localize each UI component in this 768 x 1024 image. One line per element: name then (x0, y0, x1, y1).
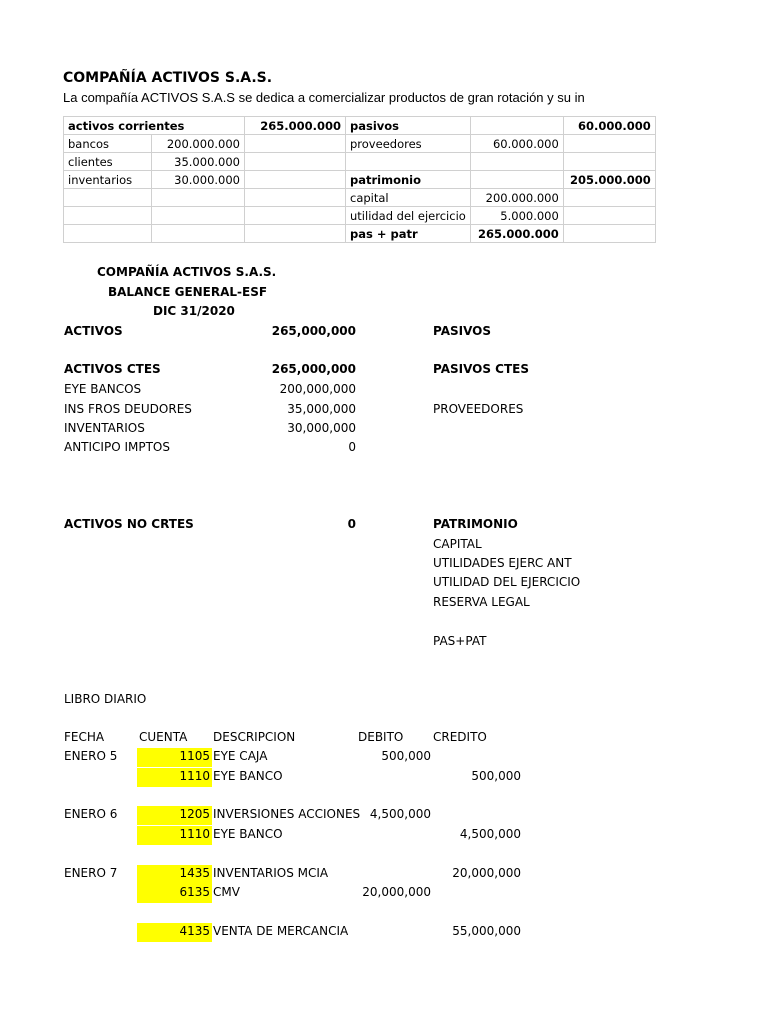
grid-cell[interactable]: proveedores (346, 135, 471, 153)
entry-debito: 4,500,000 (369, 807, 431, 821)
grid-row (64, 225, 656, 243)
grid-cell[interactable]: pas + patr (346, 225, 471, 243)
diario-col-descripcion: DESCRIPCION (213, 730, 296, 744)
entry-descripcion: EYE BANCO (213, 827, 283, 841)
balance-left-value: 0 (348, 440, 356, 454)
entry-descripcion: VENTA DE MERCANCIA (213, 924, 349, 938)
entry-descripcion: CMV (213, 885, 240, 899)
grid-cell[interactable] (64, 189, 152, 207)
balance-left-value: 35,000,000 (287, 402, 356, 416)
grid-cell[interactable] (563, 153, 655, 171)
grid-row (64, 135, 656, 153)
balance-left-label: INS FROS DEUDORES (64, 402, 192, 416)
balance-right-label: PAS+PAT (433, 634, 487, 648)
grid-cell[interactable] (245, 171, 346, 189)
balance-left-value: 0 (347, 517, 356, 531)
grid-cell[interactable] (152, 189, 245, 207)
entry-fecha: ENERO 7 (64, 866, 118, 880)
grid-cell[interactable] (563, 225, 655, 243)
page-title: COMPAÑÍA ACTIVOS S.A.S. (63, 70, 273, 86)
entry-debito: 500,000 (381, 749, 431, 763)
balance-left-label: ACTIVOS (64, 324, 123, 338)
grid-cell[interactable]: 30.000.000 (152, 171, 245, 189)
grid-cell[interactable] (563, 207, 655, 225)
entry-descripcion: EYE CAJA (213, 749, 268, 763)
entry-descripcion: INVERSIONES ACCIONES (213, 807, 361, 821)
balance-right-label: CAPITAL (433, 537, 482, 551)
entry-fecha: ENERO 6 (64, 807, 118, 821)
entry-descripcion: EYE BANCO (213, 769, 283, 783)
entry-descripcion: INVENTARIOS MCIA (213, 866, 329, 880)
grid-cell[interactable]: 60.000.000 (470, 135, 563, 153)
balance-left-label: ACTIVOS CTES (64, 362, 161, 376)
entry-cuenta: 1110 (179, 769, 210, 783)
grid-cell[interactable]: clientes (64, 153, 152, 171)
entry-credito: 20,000,000 (452, 866, 521, 880)
balance-right-label: PATRIMONIO (433, 517, 518, 531)
grid-cell[interactable] (64, 207, 152, 225)
intro-text: La compañía ACTIVOS S.A.S se dedica a comercializar productos de gran rotación y su in (63, 90, 585, 105)
grid-cell[interactable]: 265.000.000 (470, 225, 563, 243)
balance-heading-date: DIC 31/2020 (153, 304, 235, 318)
balance-left-label: INVENTARIOS (64, 421, 145, 435)
grid-cell[interactable]: activos corrientes (64, 117, 245, 135)
grid-cell[interactable]: capital (346, 189, 471, 207)
balance-left-value: 265,000,000 (271, 324, 356, 338)
balance-left-label: EYE BANCOS (64, 382, 142, 396)
entry-cuenta: 6135 (179, 885, 210, 899)
balance-left-value: 30,000,000 (287, 421, 356, 435)
entry-cuenta: 1435 (179, 866, 210, 880)
balance-left-label: ANTICIPO IMPTOS (64, 440, 170, 454)
grid-cell[interactable] (245, 225, 346, 243)
grid-cell[interactable]: patrimonio (346, 171, 471, 189)
entry-cuenta: 4135 (179, 924, 210, 938)
balance-right-label: PASIVOS CTES (433, 362, 530, 376)
balance-right-label: UTILIDAD DEL EJERCICIO (433, 575, 581, 589)
balance-left-value: 265,000,000 (271, 362, 356, 376)
grid-row (64, 207, 656, 225)
grid-cell[interactable]: 205.000.000 (563, 171, 655, 189)
grid-cell[interactable]: 60.000.000 (563, 117, 655, 135)
entry-cuenta: 1205 (179, 807, 210, 821)
diario-col-cuenta: CUENTA (139, 730, 188, 744)
grid-cell[interactable] (563, 189, 655, 207)
balance-right-label: RESERVA LEGAL (433, 595, 530, 609)
balance-left-value: 200,000,000 (279, 382, 356, 396)
grid-row (64, 189, 656, 207)
balance-right-label: UTILIDADES EJERC ANT (433, 556, 572, 570)
diario-title: LIBRO DIARIO (64, 692, 147, 706)
grid-cell[interactable] (245, 207, 346, 225)
grid-cell[interactable] (245, 189, 346, 207)
grid-cell[interactable]: 200.000.000 (152, 135, 245, 153)
entry-credito: 55,000,000 (452, 924, 521, 938)
balance-right-label: PASIVOS (433, 324, 492, 338)
grid-cell[interactable] (152, 225, 245, 243)
grid-cell[interactable]: bancos (64, 135, 152, 153)
balance-right-label: PROVEEDORES (433, 402, 524, 416)
summary-grid (63, 116, 656, 243)
entry-debito: 20,000,000 (362, 885, 431, 899)
entry-credito: 500,000 (471, 769, 521, 783)
entry-cuenta: 1110 (179, 827, 210, 841)
entry-fecha: ENERO 5 (64, 749, 118, 763)
grid-row (64, 153, 656, 171)
grid-row (64, 117, 656, 135)
grid-cell[interactable] (470, 117, 563, 135)
grid-cell[interactable]: utilidad del ejercicio (346, 207, 471, 225)
balance-heading-title: BALANCE GENERAL-ESF (108, 285, 268, 299)
diario-col-debito: DEBITO (358, 730, 404, 744)
diario-col-fecha: FECHA (64, 730, 105, 744)
grid-cell[interactable] (563, 135, 655, 153)
grid-cell[interactable]: pasivos (346, 117, 471, 135)
grid-cell[interactable] (346, 153, 471, 171)
balance-left-label: ACTIVOS NO CRTES (64, 517, 194, 531)
grid-cell[interactable]: 35.000.000 (152, 153, 245, 171)
diario-col-credito: CREDITO (433, 730, 487, 744)
entry-credito: 4,500,000 (459, 827, 521, 841)
grid-cell[interactable]: 200.000.000 (470, 189, 563, 207)
grid-cell[interactable]: 5.000.000 (470, 207, 563, 225)
grid-cell[interactable] (152, 207, 245, 225)
grid-cell[interactable] (245, 153, 346, 171)
grid-cell[interactable] (245, 135, 346, 153)
grid-cell[interactable] (470, 171, 563, 189)
balance-heading-company: COMPAÑÍA ACTIVOS S.A.S. (97, 265, 277, 279)
entry-cuenta: 1105 (179, 749, 210, 763)
grid-cell[interactable]: 265.000.000 (245, 117, 346, 135)
grid-row (64, 171, 656, 189)
grid-cell[interactable] (470, 153, 563, 171)
grid-cell[interactable]: inventarios (64, 171, 152, 189)
grid-cell[interactable] (64, 225, 152, 243)
